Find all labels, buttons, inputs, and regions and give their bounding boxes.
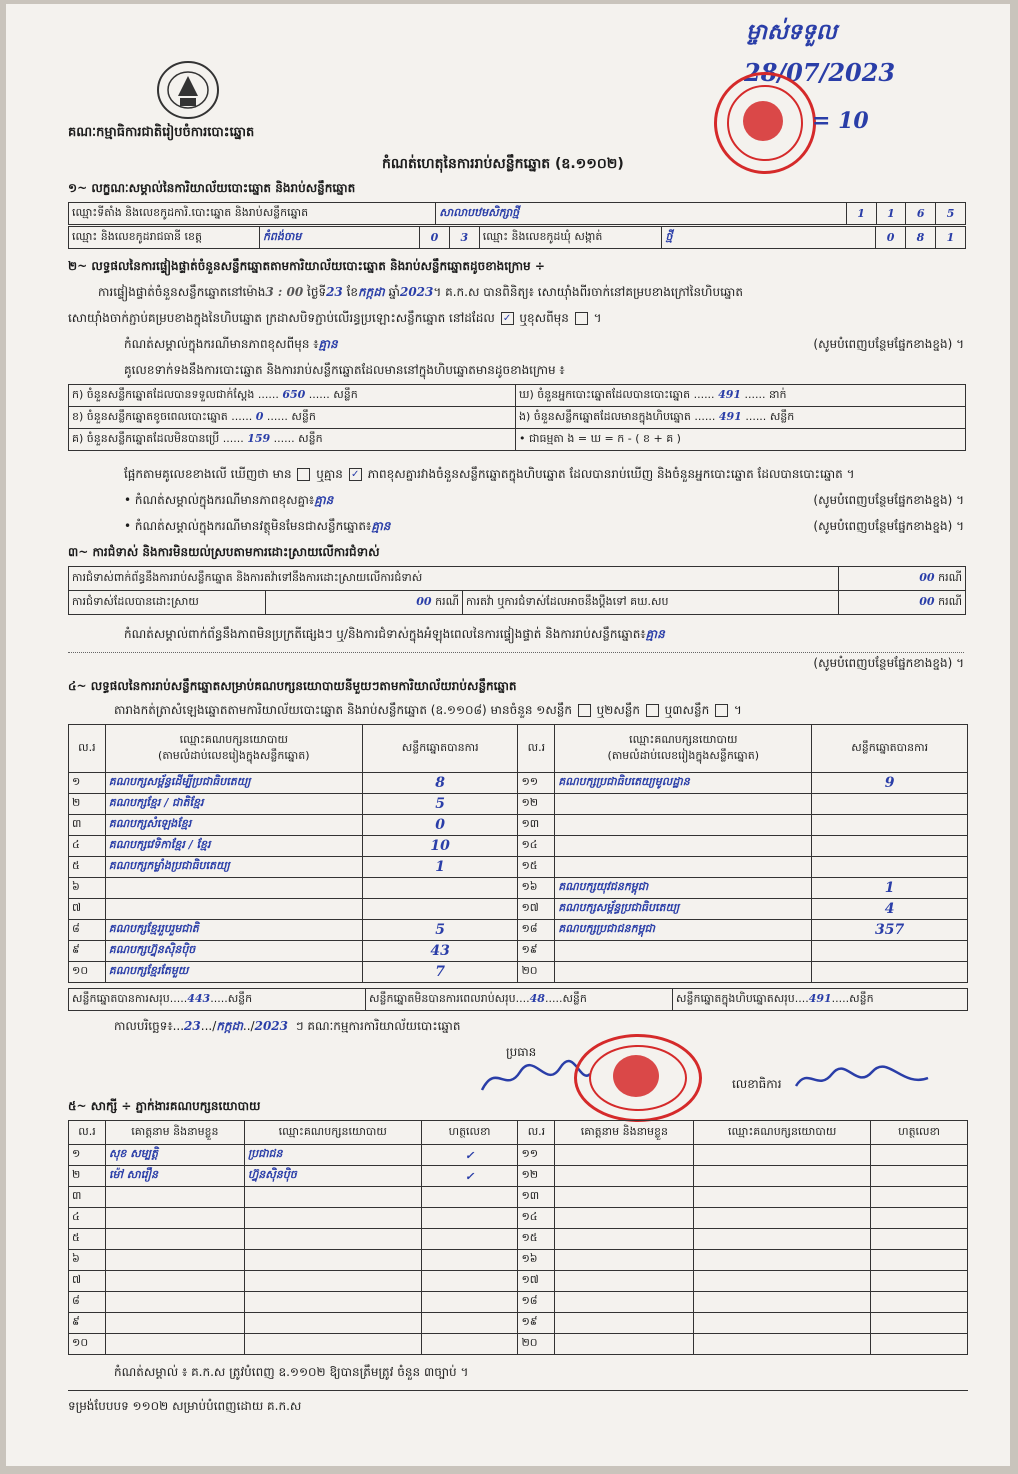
witness-signature — [871, 1166, 968, 1187]
total-valid-votes: 443 — [187, 991, 211, 1005]
table-row — [69, 878, 968, 899]
irregularities-note: កំណត់សម្គាល់ពាក់ព័ន្ធនឹងភាពមិនប្រក្រតីផ្សេងៗ ឬ/និងការជំទាស់ក្នុងអំឡុងពេលនៃការផ្ទៀងផ្ទាត់ និងការរាប់សន្លឹកឆ្នោត៖គ្មាន — [124, 627, 665, 641]
table-row — [69, 1271, 968, 1292]
figure-row — [69, 407, 966, 429]
witness-party — [694, 1250, 871, 1271]
witness-party — [694, 1292, 871, 1313]
witness-party — [244, 1334, 421, 1355]
witness-number: ១១ — [518, 1145, 555, 1166]
discrepancy-note: • កំណត់សម្គាល់ក្នុងករណីមានភាពខុសគ្នា៖គ្មាន (សូមបំពេញបន្ថែមផ្នែកខាងខ្នង) ។ — [124, 493, 964, 507]
party-number: ១៨ — [518, 920, 555, 941]
table-row — [69, 1250, 968, 1271]
figures-intro: គូលេខទាក់ទងនឹងការបោះឆ្នោត និងការរាប់សន្លឹកឆ្នោតដែលមាននៅក្នុងហិបឆ្នោតមានដូចខាងក្រោម ៖ — [124, 363, 565, 377]
witness-signature — [871, 1187, 968, 1208]
witness-number: ១៥ — [518, 1229, 555, 1250]
secretary-signature-icon — [792, 1062, 932, 1096]
document-title: កំណត់ហេតុនៃការរាប់សន្លឹកឆ្នោត (ឧ.១១០២) — [382, 156, 624, 172]
witness-party — [694, 1145, 871, 1166]
party-votes: 7 — [362, 962, 518, 983]
figure-left-value: 0 — [255, 409, 264, 423]
verification-time: 3 : 00 — [265, 285, 304, 299]
witness-party — [244, 1187, 421, 1208]
witness-number: ១៧ — [518, 1271, 555, 1292]
witness-name: សុខ សម្បត្តិ — [105, 1145, 244, 1166]
witness-signature — [871, 1334, 968, 1355]
party-votes: 0 — [362, 815, 518, 836]
col-votes: សន្លឹកឆ្នោតបានការ — [812, 725, 968, 773]
party-number: ៨ — [69, 920, 106, 941]
station-code-digit: 1 — [846, 203, 876, 225]
witness-name — [105, 1229, 244, 1250]
party-votes: 10 — [362, 836, 518, 857]
witness-signature — [421, 1250, 518, 1271]
party-votes — [812, 794, 968, 815]
witness-number: ១២ — [518, 1166, 555, 1187]
foreign-object-note: • កំណត់សម្គាល់ក្នុងករណីមានវត្ថុមិនមែនជាសន្លឹកឆ្នោត៖គ្មាន (សូមបំពេញបន្ថែមផ្នែកខាងខ្នង) ។ — [124, 519, 964, 533]
party-number: ៩ — [69, 941, 106, 962]
verification-year: 2023 — [399, 285, 434, 299]
col-no: ល.រ — [69, 725, 106, 773]
commune-code-digit: 0 — [876, 227, 906, 249]
party-votes: 357 — [812, 920, 968, 941]
witness-party — [244, 1271, 421, 1292]
party-number: ៥ — [69, 857, 106, 878]
secretary-label: លេខាធិការ — [732, 1077, 782, 1091]
unchanged-checkbox[interactable]: ✓ — [501, 312, 514, 325]
discrepancy-note-value: គ្មាន — [314, 493, 334, 507]
party-votes — [812, 962, 968, 983]
party-name: គណបក្សសម្ព័ន្ធប្រជាធិបតេយ្យ — [555, 899, 812, 920]
figure-row — [69, 385, 966, 407]
witness-number: ១០ — [69, 1334, 106, 1355]
witness-party — [244, 1208, 421, 1229]
witness-name — [105, 1313, 244, 1334]
party-number: ២០ — [518, 962, 555, 983]
party-results-table — [68, 724, 968, 983]
witness-party — [244, 1313, 421, 1334]
section4-heading: ៤~ លទ្ធផលនៃការរាប់សន្លឹកឆ្នោតសម្រាប់គណបក្សនយោបាយនីមួយៗតាមការិយាល័យរាប់សន្លឹកឆ្នោត — [68, 679, 517, 693]
discrepancy-statement: ផ្អែកតាមគូលេខខាងលើ ឃើញថា មាន ឬគ្មាន ✓ ភាពខុសគ្នារវាងចំនួនសន្លឹកឆ្នោតក្នុងហិបឆ្នោត ដែលបានរាប់ឃើញ និងចំនួនអ្នកបោះឆ្នោត ដែលបានបោះឆ្នោត ។ — [124, 467, 855, 481]
party-name: គណបក្សហ្វ៊ុនស៊ិនប៉ិច — [105, 941, 362, 962]
witness-name — [555, 1313, 694, 1334]
figure-right-cell: ឃ) ចំនួនអ្នកបោះឆ្នោតដែលបានបោះឆ្នោត ...... 491 ...... នាក់ — [516, 385, 966, 407]
resolved-objections-count: 00 — [416, 594, 432, 608]
totals-table: សន្លឹកឆ្នោតបានការសរុប.....443.....សន្លឹក សន្លឹកឆ្នោតមិនបានការពេលរាប់សរុប....48.....សន្លឹក សន្លឹកឆ្នោតក្នុងហិបឆ្នោតសរុប....491.....សន្លឹក — [68, 988, 968, 1011]
figure-right-value: 491 — [718, 387, 742, 401]
witness-signature — [871, 1313, 968, 1334]
party-name — [555, 857, 812, 878]
committee-name: គណៈកម្មាធិការជាតិរៀបចំការបោះឆ្នោត — [68, 125, 255, 140]
party-name — [555, 836, 812, 857]
witness-name — [555, 1250, 694, 1271]
party-name: គណបក្សវេទិកាខ្មែរ / ខ្មែរ — [105, 836, 362, 857]
witness-number: ១៩ — [518, 1313, 555, 1334]
verification-day: 23 — [326, 285, 343, 299]
table-row — [69, 815, 968, 836]
table-row — [69, 920, 968, 941]
col-name: គោត្តនាម និងនាមខ្លួន — [105, 1121, 244, 1145]
party-number: ៧ — [69, 899, 106, 920]
total-ballots-in-box: 491 — [808, 991, 832, 1005]
commune-label: ឈ្មោះ និងលេខកូដឃុំ សង្កាត់ — [479, 227, 662, 249]
witness-number: ៩ — [69, 1313, 106, 1334]
party-number: ៤ — [69, 836, 106, 857]
party-votes: 1 — [812, 878, 968, 899]
witness-number: ៣ — [69, 1187, 106, 1208]
figure-left-cell: គ) ចំនួនសន្លឹកឆ្នោតដែលមិនបានប្រើ ...... 159 ...... សន្លឹក — [69, 429, 516, 451]
witness-party — [244, 1229, 421, 1250]
col-signature: ហត្ថលេខា — [871, 1121, 968, 1145]
party-votes: 1 — [362, 857, 518, 878]
province-value: កំពង់ចាម — [259, 227, 419, 249]
section2-heading: ២~ លទ្ធផលនៃការផ្ទៀងផ្ទាត់ចំនួនសន្លឹកឆ្នោតតាមការិយាល័យបោះឆ្នោត និងរាប់សន្លឹកឆ្នោតដូចខាងក្រោម ÷ — [68, 259, 545, 273]
figure-right-value: 491 — [718, 409, 742, 423]
table-row — [69, 1208, 968, 1229]
station-code-digit: 5 — [936, 203, 966, 225]
party-name — [105, 878, 362, 899]
seal-change-note: កំណត់សម្គាល់ក្នុងករណីមានភាពខុសពីមុន ៖គ្មាន (សូមបំពេញបន្ថែមផ្នែកខាងខ្នង) ។ — [124, 337, 964, 351]
witness-number: ២០ — [518, 1334, 555, 1355]
witness-party — [244, 1292, 421, 1313]
col-votes: សន្លឹកឆ្នោតបានការ — [362, 725, 518, 773]
party-name: គណបក្សកម្លាំងប្រជាធិបតេយ្យ — [105, 857, 362, 878]
table-row — [69, 941, 968, 962]
witness-number: ១ — [69, 1145, 106, 1166]
party-votes: 43 — [362, 941, 518, 962]
changed-checkbox[interactable] — [575, 312, 588, 325]
witness-signature — [871, 1229, 968, 1250]
witness-name — [555, 1208, 694, 1229]
province-label: ឈ្មោះ និងលេខកូដរាជធានី ខេត្ត — [69, 227, 260, 249]
party-number: ១៩ — [518, 941, 555, 962]
party-name — [555, 962, 812, 983]
witness-name — [555, 1334, 694, 1355]
party-number: ១២ — [518, 794, 555, 815]
witness-party: ហ្វ៊ុនស៊ិនប៉ិច — [244, 1166, 421, 1187]
witness-name: ម៉ៅ សារឿន — [105, 1166, 244, 1187]
witness-party — [694, 1334, 871, 1355]
objections-label: ការជំទាស់ពាក់ព័ន្ធនឹងការរាប់សន្លឹកឆ្នោត និងការតវ៉ាទៅនឹងការដោះស្រាយលើការជំទាស់ — [69, 567, 839, 591]
station-code-digit: 1 — [876, 203, 906, 225]
witness-signature — [871, 1271, 968, 1292]
witness-party — [694, 1229, 871, 1250]
party-votes: 5 — [362, 920, 518, 941]
party-number: ១ — [69, 773, 106, 794]
official-seal-top — [714, 72, 816, 174]
table-row — [69, 1229, 968, 1250]
col-signature: ហត្ថលេខា — [421, 1121, 518, 1145]
footnote: កំណត់សម្គាល់ ៖ គ.ក.ស ត្រូវបំពេញ ឧ.១១០២ ឱ្យបានត្រឹមត្រូវ ចំនួន ៣ច្បាប់ ។ — [114, 1365, 469, 1379]
witness-number: ៤ — [69, 1208, 106, 1229]
witness-name — [105, 1187, 244, 1208]
witness-name — [555, 1166, 694, 1187]
witness-signature — [871, 1250, 968, 1271]
witness-party — [694, 1313, 871, 1334]
col-no: ល.រ — [518, 1121, 555, 1145]
figure-left-cell: ខ) ចំនួនសន្លឹកឆ្នោតខូចពេលបោះឆ្នោត ...... 0 ...... សន្លឹក — [69, 407, 516, 429]
witness-number: ៨ — [69, 1292, 106, 1313]
witness-signature — [421, 1187, 518, 1208]
objections-count: 00 — [919, 570, 935, 584]
resolved-objections-label: ការជំទាស់ដែលបានដោះស្រាយ — [69, 591, 266, 615]
party-votes — [362, 878, 518, 899]
party-name: គណបក្សសំឡេងខ្មែរ — [105, 815, 362, 836]
witness-name — [555, 1292, 694, 1313]
party-name: គណបក្សខ្មែរ / ជាតិខ្មែរ — [105, 794, 362, 815]
party-number: ១៥ — [518, 857, 555, 878]
foreign-object-value: គ្មាន — [371, 519, 391, 533]
signing-date: កាលបរិច្ឆេទ៖...23.../កក្កដា../2023 ៗ គណៈកម្មការការិយាល័យបោះឆ្នោត — [114, 1019, 461, 1033]
table-row — [69, 857, 968, 878]
party-votes — [362, 899, 518, 920]
handwritten-received-date: 28/07/2023 — [744, 58, 896, 87]
verification-paragraph-line2: សោយ៉ាំងចាក់ភ្ជាប់គម្របខាងក្នុងនៃហិបឆ្នោត ក្រដាសបិទភ្ជាប់លើរន្ធប្រឡោះសន្លឹកឆ្នោត នៅដដែល ✓ ឬខុសពីមុន ។ — [68, 311, 602, 325]
commune-code-digit: 8 — [906, 227, 936, 249]
party-number: ៣ — [69, 815, 106, 836]
commune-value: ថ្មី — [662, 227, 876, 249]
col-party: ឈ្មោះគណបក្សនយោបាយ (តាមលំដាប់លេខរៀងក្នុងសន្លឹកឆ្នោត) — [555, 725, 812, 773]
witness-name — [555, 1229, 694, 1250]
seal-change-value: គ្មាន — [318, 337, 338, 351]
verification-month: កក្កដា — [358, 285, 385, 299]
section1-heading: ១~ លក្ខណៈសម្គាល់នៃការិយាល័យបោះឆ្នោត និងរាប់សន្លឹកឆ្នោត — [68, 181, 356, 195]
witness-signature — [421, 1271, 518, 1292]
station-name-label: ឈ្មោះទីតាំង និងលេខកូដការិ.បោះឆ្នោត និងរាប់សន្លឹកឆ្នោត — [69, 203, 436, 225]
witness-party — [694, 1187, 871, 1208]
party-votes: 4 — [812, 899, 968, 920]
witness-name — [555, 1187, 694, 1208]
party-name: គណបក្សប្រជាធិបតេយ្យមូលដ្ឋាន — [555, 773, 812, 794]
party-name: គណបក្សសម្ព័ន្ធដើម្បីប្រជាធិបតេយ្យ — [105, 773, 362, 794]
table-row — [69, 1166, 968, 1187]
figure-right-cell: ង) ចំនួនសន្លឹកឆ្នោតដែលមានក្នុងហិបឆ្នោត ...... 491 ...... សន្លឹក — [516, 407, 966, 429]
irregularities-fill-hint: (សូមបំពេញបន្ថែមផ្នែកខាងខ្នង) ។ — [68, 652, 964, 673]
witness-signature — [421, 1334, 518, 1355]
polling-station-id-table — [68, 202, 966, 225]
form-note: ទម្រង់បែបបទ ១១០២ សម្រាប់បំពេញដោយ គ.ក.ស — [68, 1399, 302, 1413]
witness-number: ១៦ — [518, 1250, 555, 1271]
one-sheet-checkbox[interactable] — [578, 704, 591, 717]
commune-code-digit: 1 — [935, 227, 965, 249]
witness-number: ៦ — [69, 1250, 106, 1271]
witness-name — [105, 1271, 244, 1292]
table-row — [69, 1313, 968, 1334]
figure-left-value: 159 — [247, 431, 271, 445]
table-row — [69, 836, 968, 857]
table-row — [69, 794, 968, 815]
verification-paragraph-line1: ការផ្ទៀងផ្ទាត់ចំនួនសន្លឹកឆ្នោតនៅម៉ោង3 : 00 ថ្ងៃទី23 ខែកក្កដា ឆ្នាំ2023។ គ.ក.ស បានពិនិត្យ៖ សោយ៉ាំងពីរចាក់នៅគម្របខាងក្រៅនៃហិបឆ្នោត — [98, 285, 743, 299]
witness-number: ៥ — [69, 1229, 106, 1250]
two-sheets-checkbox[interactable] — [646, 704, 659, 717]
handwritten-count-note: = 10 — [812, 108, 869, 134]
irregularities-value: គ្មាន — [645, 627, 665, 641]
objections-table: ការជំទាស់ពាក់ព័ន្ធនឹងការរាប់សន្លឹកឆ្នោត និងការតវ៉ាទៅនឹងការដោះស្រាយលើការជំទាស់ 00 ករណី ការជំទាស់ដែលបានដោះស្រាយ 00 ករណី ការតវ៉ា ឬការជំទាស់ដែលអាចនឹងប្ដឹងទៅ គឃ.សប 00 ករណី — [68, 566, 966, 615]
col-party: ឈ្មោះគណបក្សនយោបាយ — [244, 1121, 421, 1145]
witness-party — [694, 1271, 871, 1292]
witness-number: ៧ — [69, 1271, 106, 1292]
footer-divider — [68, 1390, 968, 1391]
party-name: គណបក្សខ្មែរតែមួយ — [105, 962, 362, 983]
party-name: គណបក្សខ្មែររួបរួមជាតិ — [105, 920, 362, 941]
party-name: គណបក្សយុវជនកម្ពុជា — [555, 878, 812, 899]
figure-left-cell: ក) ចំនួនសន្លឹកឆ្នោតដែលបានទទួលជាក់ស្ដែង ...... 650 ...... សន្លឹក — [69, 385, 516, 407]
table-row — [69, 1145, 968, 1166]
witness-signature — [871, 1145, 968, 1166]
party-votes — [812, 836, 968, 857]
witness-signature — [871, 1208, 968, 1229]
party-votes: 5 — [362, 794, 518, 815]
witness-number: ១៣ — [518, 1187, 555, 1208]
province-code-digit: 0 — [419, 227, 449, 249]
witness-signature — [421, 1292, 518, 1313]
party-number: ១៧ — [518, 899, 555, 920]
witness-number: ១៤ — [518, 1208, 555, 1229]
col-party: ឈ្មោះគណបក្សនយោបាយ — [694, 1121, 871, 1145]
party-name — [105, 899, 362, 920]
figure-row — [69, 429, 966, 451]
party-name — [555, 794, 812, 815]
witness-signature — [871, 1292, 968, 1313]
witness-signature — [421, 1208, 518, 1229]
witness-signature — [421, 1313, 518, 1334]
witness-number: ១៨ — [518, 1292, 555, 1313]
witness-name — [105, 1334, 244, 1355]
party-name — [555, 815, 812, 836]
chair-label: ប្រធាន — [506, 1045, 537, 1059]
location-table — [68, 226, 966, 249]
party-number: ១០ — [69, 962, 106, 983]
table-row — [69, 899, 968, 920]
ballot-figures-table — [68, 384, 966, 451]
party-number: ៦ — [69, 878, 106, 899]
witness-name — [555, 1145, 694, 1166]
witness-signature — [421, 1229, 518, 1250]
province-code-digit: 3 — [449, 227, 479, 249]
party-name — [555, 941, 812, 962]
col-party: ឈ្មោះគណបក្សនយោបាយ (តាមលំដាប់លេខរៀងក្នុងសន្លឹកឆ្នោត) — [105, 725, 362, 773]
witness-party: ប្រជាជន — [244, 1145, 421, 1166]
party-votes: 8 — [362, 773, 518, 794]
witness-name — [105, 1292, 244, 1313]
table-row — [69, 773, 968, 794]
witness-signature: ✓ — [421, 1145, 518, 1166]
table-row — [69, 1187, 968, 1208]
party-votes: 9 — [812, 773, 968, 794]
witness-party — [694, 1208, 871, 1229]
official-seal-bottom — [574, 1034, 702, 1122]
witness-party — [244, 1250, 421, 1271]
section5-heading: ៥~ សាក្សី ÷ ភ្នាក់ងារគណបក្សនយោបាយ — [68, 1099, 261, 1113]
party-name: គណបក្សប្រជាជនកម្ពុជា — [555, 920, 812, 941]
document-page — [6, 4, 1010, 1466]
no-discrepancy-checkbox[interactable]: ✓ — [349, 468, 362, 481]
witness-number: ២ — [69, 1166, 106, 1187]
total-invalid-votes: 48 — [529, 991, 545, 1005]
table-row — [69, 1334, 968, 1355]
section3-heading: ៣~ ការជំទាស់ និងការមិនយល់ស្របតាមការដោះស្រាយលើការជំទាស់ — [68, 545, 380, 559]
station-code-digit: 6 — [906, 203, 936, 225]
party-number: ២ — [69, 794, 106, 815]
party-votes — [812, 857, 968, 878]
party-number: ១៣ — [518, 815, 555, 836]
tally-sheet-count: តារាងកត់ត្រាសំឡេងឆ្នោតតាមការិយាល័យបោះឆ្នោត និងរាប់សន្លឹកឆ្នោត (ឧ.១១០៨) មានចំនួន ១សន្លឹក ឬ២សន្លឹក ឬ៣សន្លឹក ។ — [114, 703, 742, 717]
appeal-objections-count: 00 — [919, 594, 935, 608]
witness-signature: ✓ — [421, 1166, 518, 1187]
handwritten-received-note: ម្ចាស់ទទួល — [746, 19, 837, 45]
table-row — [69, 1292, 968, 1313]
party-number: ១៦ — [518, 878, 555, 899]
table-row — [69, 962, 968, 983]
party-votes — [812, 815, 968, 836]
has-discrepancy-checkbox[interactable] — [297, 468, 310, 481]
station-name-value: សាលាបឋមសិក្សាថ្មី — [436, 203, 846, 225]
witness-table — [68, 1120, 968, 1355]
col-no: ល.រ — [69, 1121, 106, 1145]
col-no: ល.រ — [518, 725, 555, 773]
appeal-objections-label: ការតវ៉ា ឬការជំទាស់ដែលអាចនឹងប្ដឹងទៅ គឃ.សប — [463, 591, 839, 615]
three-sheets-checkbox[interactable] — [715, 704, 728, 717]
witness-name — [105, 1250, 244, 1271]
party-votes — [812, 941, 968, 962]
party-number: ១៤ — [518, 836, 555, 857]
party-number: ១១ — [518, 773, 555, 794]
witness-party — [694, 1166, 871, 1187]
col-name: គោត្តនាម និងនាមខ្លួន — [555, 1121, 694, 1145]
witness-name — [105, 1208, 244, 1229]
witness-name — [555, 1271, 694, 1292]
nec-emblem-icon — [152, 56, 224, 122]
figure-left-value: 650 — [282, 387, 306, 401]
figure-right-cell: • ជាធម្មតា ង = ឃ = ក - ( ខ + គ ) — [516, 429, 966, 451]
